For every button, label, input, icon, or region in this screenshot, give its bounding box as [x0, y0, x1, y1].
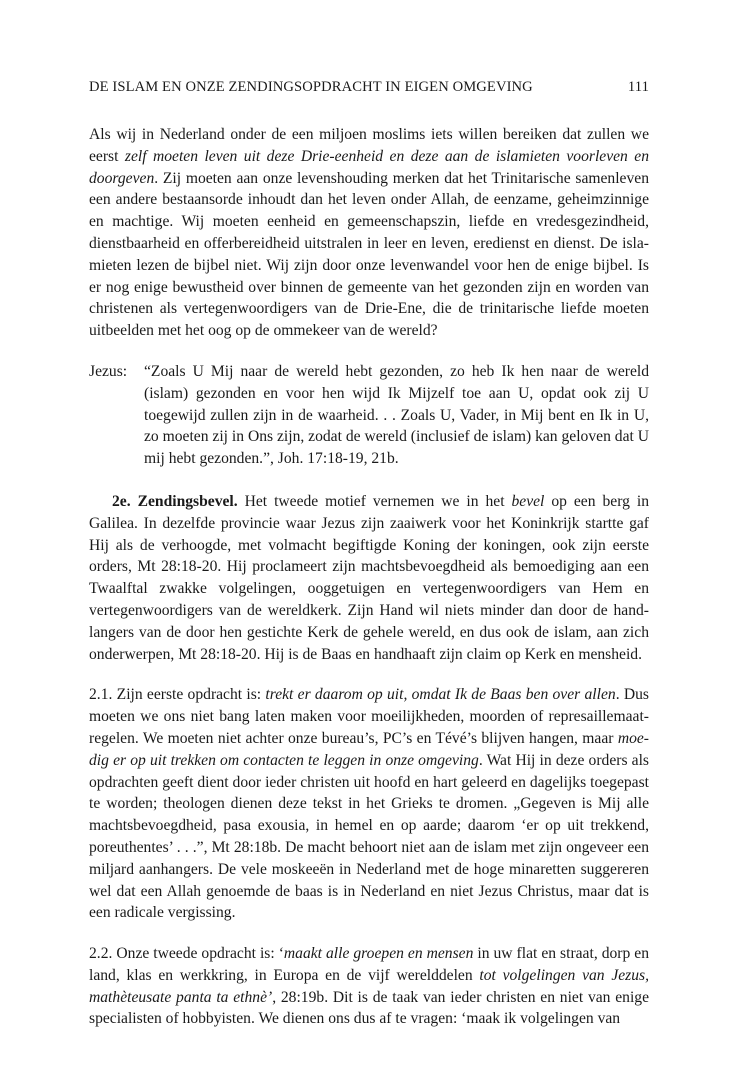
- italic-run: zelf moeten leven uit deze Drie-eenheid en deze aan de islamieten voorleven en doorgeven: [89, 147, 649, 187]
- italic-run: moedig er op uit trekken om contacten te leggen in onze omgeving: [89, 729, 649, 769]
- text-run: . Dus moeten we ons niet bang laten maken voor moeilijkheden, moorden of represaillemaatregelen. We moeten niet achter onze bureau’s, PC’s en Tévé’s blijven hangen, maar: [89, 686, 649, 747]
- paragraph-zendingsbevel: [89, 491, 649, 665]
- bible-quote-block: [89, 361, 649, 470]
- text-run: op een berg in Galilea. In dezelfde provincie waar Jezus zijn zaaiwerk voor het Koninkrijk startte gaf Hij als de verhoogde, met volmacht begiftigde Koning der koningen, ook zijn eerste orders, Mt 28:18-20. Hij proclameert zijn machtsbevoegdheid als bemoediging aan een Twaalftal zwakke volgelingen, ooggetuigen en vertegenwoordigers van Hem en vertegenwoordigers van de wereldkerk. Zijn Hand wil niets minder dan door de handlangers van de door hen gestichte Kerk de gehele wereld, en dus ook de islam, aan zich onderwerpen, Mt 28:18-20. Hij is de Baas en handhaaft zijn claim op Kerk en mensheid.: [89, 492, 649, 663]
- text-run: Als wij in Nederland onder de een miljoen moslims iets willen bereiken dat zullen we eerst: [89, 126, 649, 165]
- text-run: . Zij moeten aan onze levenshouding merken dat het Trinitarische samenleven een andere bestaansorde inhoudt dan het leven onder Allah, de eenzame, geheimzinnige en machtige. Wij moeten eenheid en gemeenschapszin, liefde en vredesgezindheid, dienstbaarheid en offerbereidheid uitstralen in leer en leven, eredienst en dienst. De islamieten lezen de bijbel niet. Wij zijn door onze levenwandel voor hen de enige bijbel. Is er nog enige bewustheid over binnen de gemeente van het gezonden zijn en worden van christenen als vertegenwoordigers van de Drie-Ene, die de trinitarische liefde moeten uitbeelden met het oog op de ommekeer van de wereld?: [89, 169, 649, 340]
- text-run: Het tweede motief vernemen we in het: [237, 492, 512, 510]
- text-run: 2.1. Zijn eerste opdracht is:: [89, 686, 266, 704]
- italic-run: maakt alle groepen en mensen: [283, 945, 474, 963]
- italic-run: trekt er daarom op uit, omdat Ik de Baas ben over allen: [265, 686, 616, 704]
- section-heading: 2e. Zendingsbevel.: [112, 492, 238, 510]
- quote-text: “Zoals U Mij naar de wereld hebt gezonden, zo heb Ik hen naar de wereld (islam) gezonden en voor hen wijd Ik Mijzelf toe aan U, opdat ook zij U toegewijd zullen zijn in de waarheid. . . Zoals U, Vader, in Mij bent en Ik in U, zo moeten zij in Ons zijn, zodat de wereld (inclusief de islam) kan geloven dat U mij hebt gezonden.”, Joh. 17:18-19, 21b.: [144, 362, 649, 468]
- text-run: in uw flat en straat, dorp en land, klas en werkkring, in Europa en de vijf werelddelen: [89, 945, 650, 984]
- text-run: . Wat Hij in deze orders als opdrachten geeft dient door ieder christen uit hoofd en hart geleerd en dagelijks toegepast te worden; theologen dienen deze tekst in het Grieks te dromen. „Gegeven is Mij alle machtsbevoegdheid, pasa exousia, in hemel en op aarde; daarom ‘er op uit trekkend, poreuthentes’ . . .”, Mt 28:18b. De macht behoort niet aan de islam met zijn ongeveer een miljard aanhangers. De vele moskeeën in Nederland met de hoge minaretten suggereren wel dat een Allah genoemde de baas is in Nederland en niet Jezus Christus, maar dat is een radicale vergissing.: [89, 751, 649, 922]
- book-page: [89, 76, 649, 1049]
- paragraph-trinity: [89, 124, 649, 342]
- paragraph-first-command: [89, 684, 649, 924]
- italic-run: tot volgelingen van Jezus, mathèteusate panta ta ethnè’: [89, 966, 649, 1006]
- running-header: [89, 76, 649, 98]
- page-number: 111: [627, 79, 649, 95]
- quote-speaker: Jezus:: [89, 362, 128, 380]
- running-title: DE ISLAM EN ONZE ZENDINGSOPDRACHT IN EIGEN OMGEVING: [89, 79, 533, 95]
- italic-run: bevel: [511, 492, 545, 510]
- text-run: , 28:19b. Dit is de taak van ieder christen en niet van enige specialisten of hobbyisten. We dienen ons dus af te vragen: ‘maak ik volgelingen van: [89, 988, 649, 1028]
- text-run: 2.2. Onze tweede opdracht is: ‘: [89, 945, 284, 963]
- paragraph-second-command: [89, 943, 649, 1030]
